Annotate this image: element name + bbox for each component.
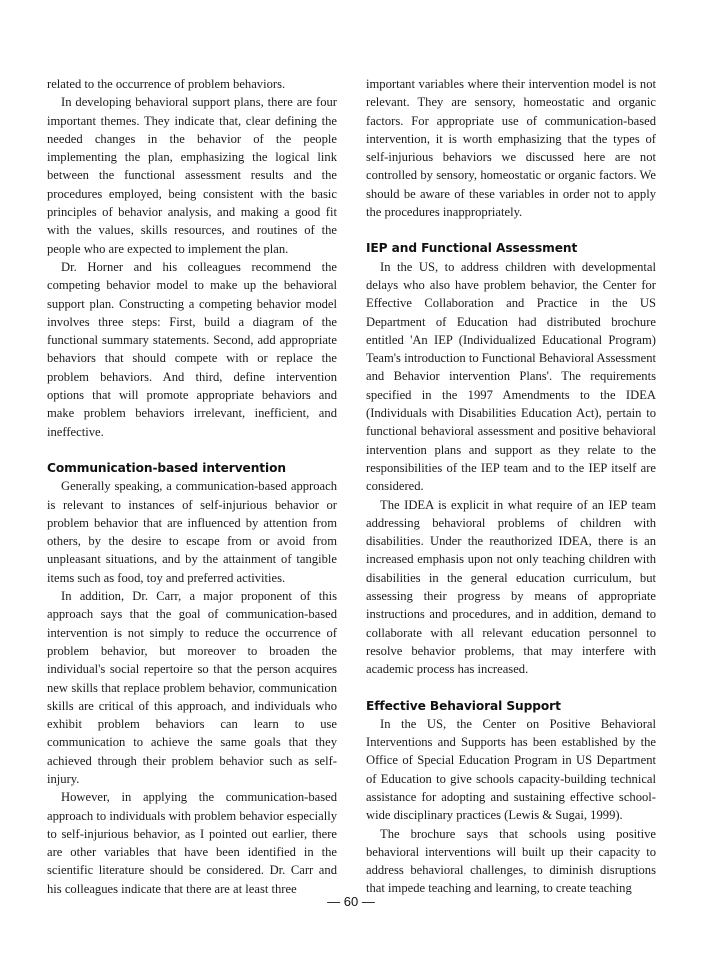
paragraph-idea-explicit: The IDEA is explicit in what require of an IEP team addressing behavioral problems of children with disabilities. Under the reauthorized IDEA, there is an increased emphasis upon not only teaching children with disabilities in the general education curriculum, but assessing their progress by means of appropriate instructions and procedures, and in addition, demand to collaborate with all relevant education personnel to resolve behavior problems, that may interfere with academic process has increased. <box>366 497 656 677</box>
paragraph-however: However, in applying the communication-based approach to individuals with problem behavior especially to self-injurious behavior, as I pointed out earlier, there are other variables that have been identified in the scientific literature should be considered. Dr. Carr and his colleagues indicate that there are at least three <box>47 790 337 896</box>
right-column <box>366 75 656 898</box>
paragraph-brochure-says: The brochure says that schools using positive behavioral interventions will built up their capacity to address behavioral challenges, to diminish disruptions that impede teaching and learning, to create teaching <box>366 826 656 896</box>
heading-iep-functional-assessment: IEP and Functional Assessment <box>366 241 578 256</box>
heading-effective-behavioral-support: Effective Behavioral Support <box>366 698 561 713</box>
paragraph-continued: related to the occurrence of problem behaviors. <box>47 77 286 91</box>
paragraph-continued-variables: important variables where their intervention model is not relevant. They are sensory, homeostatic and organic factors. For appropriate use of communication-based intervention, it is worth emphasizing that the types of self-injurious behaviors we discussed here are not controlled by sensory, homeostatic or organic factors. We should be aware of these variables in order not to apply the procedures inappropriately. <box>366 77 656 220</box>
section-spacer <box>366 679 656 697</box>
heading-communication-based-intervention: Communication-based intervention <box>47 460 286 475</box>
paragraph-support-plan-themes: In developing behavioral support plans, there are four important themes. They indicate that, clear defining the needed changes in the behavior of the people implementing the plan, emphasizing the logical link between the functional assessment results and the procedures employed, being consistent with the basic principles of behavior analysis, and making a good fit with the values, skills resources, and routines of the people who are expected to implement the plan. <box>47 95 337 256</box>
paragraph-competing-behavior-model: Dr. Horner and his colleagues recommend the competing behavior model to make up the behavioral support plan. Constructing a competing behavior model involves three steps: First, build a diagram of the functional summary statements. Second, add appropriate behaviors that should compete with or replace the problem behaviors. And third, define intervention options that will promote appropriate behaviors and make problem behaviors irrelevant, inefficient, and ineffective. <box>47 259 337 439</box>
page-number: — 60 — <box>327 894 375 909</box>
section-spacer <box>47 441 337 459</box>
paragraph-communication-approach: Generally speaking, a communication-based approach is relevant to instances of self-injurious behavior or problem behavior that are influenced by attention from others, by the desire to escape from or avoid from unpleasant situations, and by the attainment of tangible items such as food, toy and preferred activities. <box>47 479 337 585</box>
left-column <box>47 75 337 898</box>
paragraph-iep-brochure: In the US, to address children with developmental delays who also have problem behavior, the Center for Effective Collaboration and Practice in the US Department of Education had distributed brochure entitled 'An IEP (Individualized Educational Program) Team's introduction to Functional Behavioral Assessment and Behavior intervention Plans'. The requirements specified in the 1997 Amendments to the IDEA (Individuals with Disabilities Education Act), pertain to functional behavioral assessment and positive behavioral intervention plans and support as they relate to the responsibilities of the IEP team and to the IEP itself are considered. <box>366 259 656 494</box>
section-spacer <box>366 221 656 239</box>
paragraph-pbis-center: In the US, the Center on Positive Behavioral Interventions and Supports has been established by the Office of Special Education Program in US Department of Education to give schools capacity-building technical assistance for adopting and sustaining effective school-wide disciplinary practices (Lewis & Sugai, 1999). <box>366 716 656 823</box>
paragraph-dr-carr: In addition, Dr. Carr, a major proponent of this approach says that the goal of communication-based intervention is not simply to reduce the occurrence of problem behavior, but moreover to broaden the individual's social repertoire so that the person acquires new skills that replace problem behavior, communication skills are critical of this approach, and individuals who exhibit problem behaviors can learn to use communication to achieve the same goals that they achieved through their problem behavior such as self-injury. <box>47 589 337 786</box>
